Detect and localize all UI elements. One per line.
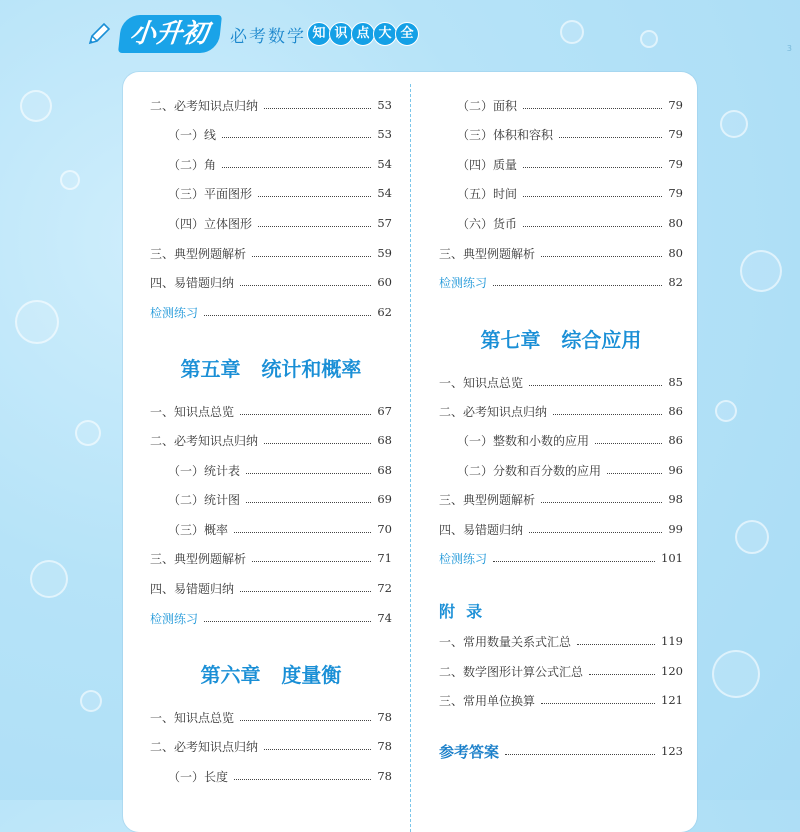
dot-leader [541, 703, 655, 704]
toc-entry-page: 82 [668, 275, 683, 289]
toc-entry-label: （一）长度 [168, 769, 229, 784]
toc-entry-page: 72 [377, 581, 392, 595]
toc-entry-page: 54 [377, 186, 392, 200]
toc-entry-page: 101 [661, 551, 683, 565]
toc-entry-page: 53 [377, 127, 392, 141]
series-logo: 小升初 [118, 15, 222, 53]
toc-entry[interactable] [150, 183, 392, 203]
toc-entry-page: 79 [668, 98, 683, 112]
toc-entry[interactable] [150, 154, 392, 174]
dot-leader [523, 167, 662, 168]
toc-entry-page: 86 [668, 404, 683, 418]
toc-entry-label: （三）平面图形 [168, 186, 253, 201]
toc-entry-page: 80 [668, 216, 683, 230]
toc-entry[interactable] [439, 401, 683, 421]
toc-entry-label: （四）质量 [457, 157, 518, 172]
toc-entry-label: 三、典型例题解析 [150, 551, 247, 566]
toc-entry-page: 59 [377, 246, 392, 260]
dot-leader [553, 414, 662, 415]
dot-leader [493, 561, 655, 562]
dot-leader [240, 285, 371, 286]
toc-entry-label: 二、数学图形计算公式汇总 [439, 664, 584, 679]
toc-entry-label: 三、典型例题解析 [439, 492, 536, 507]
toc-entry-page: 68 [377, 463, 392, 477]
dot-leader [246, 473, 371, 474]
pill-char: 全 [395, 22, 419, 46]
toc-entry-label: （一）整数和小数的应用 [457, 433, 590, 448]
dot-leader [505, 754, 655, 755]
toc-entry-label: 三、典型例题解析 [150, 246, 247, 261]
toc-entry-page: 53 [377, 98, 392, 112]
pill-char: 点 [351, 22, 375, 46]
bubble-decoration [30, 560, 68, 598]
dot-leader [252, 561, 371, 562]
toc-entry-label: 二、必考知识点归纳 [150, 739, 259, 754]
toc-entry-label: 参考答案 [439, 742, 500, 761]
toc-entry-label: 一、常用数量关系式汇总 [439, 634, 572, 649]
toc-entry-label: 检测练习 [439, 551, 488, 566]
toc-entry[interactable] [439, 460, 683, 480]
toc-card [123, 72, 697, 832]
subtitle-pill [309, 22, 419, 46]
bubble-decoration [15, 300, 59, 344]
toc-entry-label: （三）概率 [168, 522, 229, 537]
dot-leader [595, 443, 662, 444]
toc-entry-label: 三、常用单位换算 [439, 693, 536, 708]
toc-entry[interactable] [439, 690, 683, 710]
toc-entry-label: （五）时间 [457, 186, 518, 201]
toc-entry-label: （四）立体图形 [168, 216, 253, 231]
toc-entry-page: 60 [377, 275, 392, 289]
toc-entry-page: 67 [377, 404, 392, 418]
toc-entry[interactable] [150, 460, 392, 480]
toc-entry-page: 123 [661, 744, 683, 758]
page-header [86, 14, 419, 54]
toc-entry-practice[interactable] [439, 272, 683, 292]
dot-leader [264, 443, 371, 444]
dot-leader [234, 532, 371, 533]
toc-entry[interactable] [439, 519, 683, 539]
dot-leader [240, 414, 371, 415]
toc-entry-label: （六）货币 [457, 216, 518, 231]
toc-entry[interactable] [150, 766, 392, 786]
toc-entry[interactable] [439, 661, 683, 681]
toc-entry[interactable] [439, 243, 683, 263]
dot-leader [240, 720, 371, 721]
toc-entry-page: 98 [668, 492, 683, 506]
dot-leader [258, 226, 371, 227]
dot-leader [246, 502, 371, 503]
dot-leader [204, 621, 371, 622]
chapter-heading[interactable]: 第七章 综合应用 [480, 328, 642, 352]
dot-leader [529, 385, 662, 386]
toc-entry-page: 57 [377, 216, 392, 230]
toc-entry[interactable] [150, 736, 392, 756]
bubble-decoration [735, 520, 769, 554]
bubble-decoration [715, 400, 737, 422]
bubble-decoration [80, 690, 102, 712]
dot-leader [264, 108, 371, 109]
toc-entry-page: 74 [377, 611, 392, 625]
toc-entry-label: 二、必考知识点归纳 [150, 433, 259, 448]
bubble-decoration [75, 420, 101, 446]
toc-entry-page: 70 [377, 522, 392, 536]
toc-entry[interactable] [150, 401, 392, 421]
toc-entry[interactable] [150, 548, 392, 568]
dot-leader [204, 315, 371, 316]
pencil-icon [86, 21, 112, 47]
subtitle-plain: 必考数学 [230, 26, 307, 47]
toc-entry-label: 一、知识点总览 [439, 375, 524, 390]
toc-entry-page: 71 [377, 551, 392, 565]
chapter-heading[interactable]: 第六章 度量衡 [200, 663, 342, 687]
dot-leader [607, 473, 662, 474]
toc-entry-label: 一、知识点总览 [150, 710, 235, 725]
bubble-decoration [60, 170, 80, 190]
toc-entry[interactable] [150, 243, 392, 263]
toc-entry-page: 79 [668, 186, 683, 200]
chapter-heading[interactable]: 第五章 统计和概率 [180, 357, 362, 381]
toc-entry-label: 检测练习 [150, 305, 199, 320]
toc-entry-label: 检测练习 [150, 611, 199, 626]
appendix-heading[interactable]: 附 录 [439, 602, 483, 621]
toc-entry-page: 69 [377, 492, 392, 506]
dot-leader [252, 256, 371, 257]
toc-entry[interactable] [150, 95, 392, 115]
toc-entry-label: 二、必考知识点归纳 [439, 404, 548, 419]
column-divider [410, 84, 411, 832]
toc-entry-page: 80 [668, 246, 683, 260]
toc-entry-page: 54 [377, 157, 392, 171]
toc-entry-page: 62 [377, 305, 392, 319]
toc-entry-page: 79 [668, 127, 683, 141]
toc-entry[interactable] [439, 430, 683, 450]
toc-entry-label: 二、必考知识点归纳 [150, 98, 259, 113]
toc-entry-label: 三、典型例题解析 [439, 246, 536, 261]
toc-entry-page: 79 [668, 157, 683, 171]
pill-char: 知 [307, 22, 331, 46]
dot-leader [589, 674, 655, 675]
pill-char: 识 [329, 22, 353, 46]
toc-entry-page: 78 [377, 739, 392, 753]
bubble-decoration [720, 110, 748, 138]
toc-entry[interactable] [150, 707, 392, 727]
dot-leader [529, 532, 662, 533]
toc-entry[interactable] [439, 213, 683, 233]
toc-entry[interactable] [150, 124, 392, 144]
toc-entry[interactable] [439, 372, 683, 392]
bubble-decoration [640, 30, 658, 48]
toc-entry-practice[interactable] [150, 302, 392, 322]
toc-entry[interactable] [150, 578, 392, 598]
toc-entry-label: （二）分数和百分数的应用 [457, 463, 602, 478]
toc-entry-page: 121 [661, 693, 683, 707]
toc-entry-page: 99 [668, 522, 683, 536]
dot-leader [577, 644, 655, 645]
toc-entry-label: 四、易错题归纳 [150, 275, 235, 290]
toc-entry-page: 78 [377, 769, 392, 783]
dot-leader [559, 137, 662, 138]
toc-entry[interactable] [150, 213, 392, 233]
toc-entry-page: 120 [661, 664, 683, 678]
dot-leader [541, 502, 662, 503]
bubble-decoration [740, 250, 782, 292]
toc-entry-answers[interactable] [439, 741, 683, 761]
bubble-decoration [712, 650, 760, 698]
toc-entry[interactable] [150, 430, 392, 450]
dot-leader [493, 285, 662, 286]
dot-leader [523, 196, 662, 197]
toc-entry-page: 119 [661, 634, 683, 648]
toc-entry-page: 85 [668, 375, 683, 389]
toc-entry-label: 四、易错题归纳 [439, 522, 524, 537]
toc-entry[interactable] [439, 489, 683, 509]
dot-leader [258, 196, 371, 197]
dot-leader [523, 108, 662, 109]
toc-entry-practice[interactable] [150, 608, 392, 628]
toc-entry[interactable] [439, 154, 683, 174]
page-number: 3 [786, 44, 792, 53]
toc-entry-practice[interactable] [439, 548, 683, 568]
toc-entry-label: 检测练习 [439, 275, 488, 290]
toc-entry-label: 四、易错题归纳 [150, 581, 235, 596]
toc-entry-label: （二）面积 [457, 98, 518, 113]
toc-entry-page: 68 [377, 433, 392, 447]
dot-leader [222, 167, 371, 168]
toc-entry-page: 86 [668, 433, 683, 447]
toc-entry-label: 一、知识点总览 [150, 404, 235, 419]
toc-entry[interactable] [439, 183, 683, 203]
toc-entry-label: （三）体积和容积 [457, 127, 554, 142]
dot-leader [222, 137, 371, 138]
toc-entry-label: （一）线 [168, 127, 217, 142]
bubble-decoration [560, 20, 584, 44]
toc-entry[interactable] [150, 519, 392, 539]
dot-leader [264, 749, 371, 750]
dot-leader [240, 591, 371, 592]
toc-entry-page: 78 [377, 710, 392, 724]
toc-entry[interactable] [150, 272, 392, 292]
dot-leader [523, 226, 662, 227]
toc-entry[interactable] [150, 489, 392, 509]
toc-entry[interactable] [439, 124, 683, 144]
pill-char: 大 [373, 22, 397, 46]
toc-entry[interactable] [439, 631, 683, 651]
toc-entry-label: （一）统计表 [168, 463, 241, 478]
bubble-decoration [20, 90, 52, 122]
toc-entry-page: 96 [668, 463, 683, 477]
toc-entry[interactable] [439, 95, 683, 115]
dot-leader [541, 256, 662, 257]
toc-entry-label: （二）统计图 [168, 492, 241, 507]
dot-leader [234, 779, 371, 780]
toc-entry-label: （二）角 [168, 157, 217, 172]
